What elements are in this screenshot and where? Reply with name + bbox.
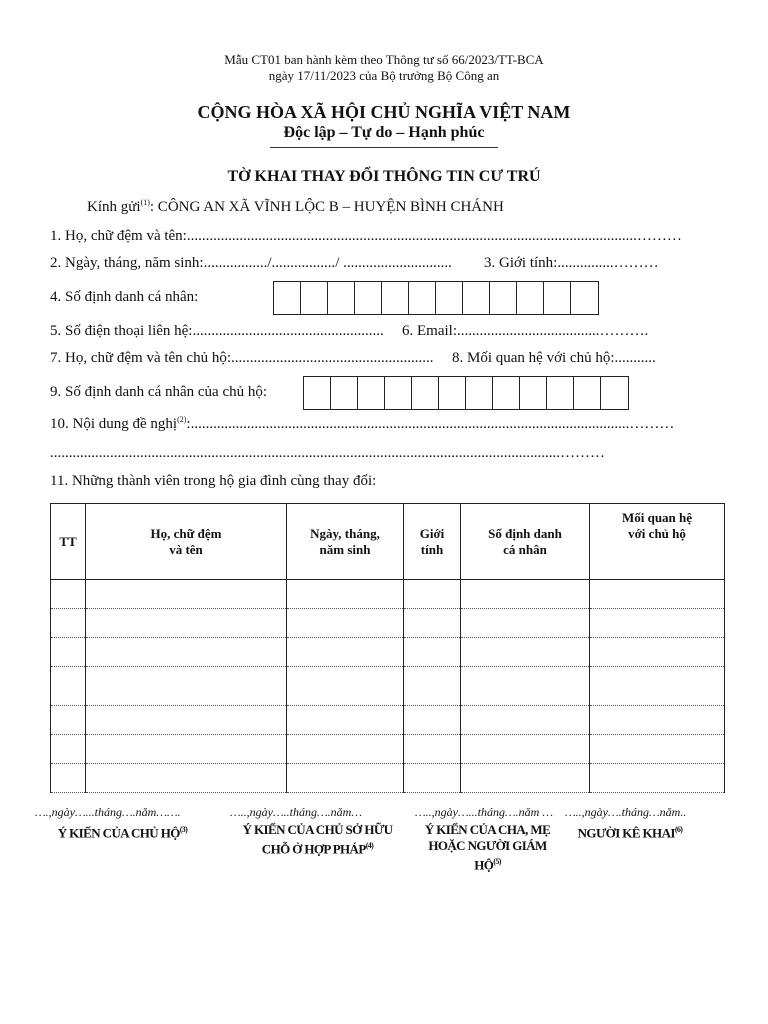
addressee-note: (1): [140, 198, 150, 207]
field-request-content-line2[interactable]: ........................................................................................................................................………: [50, 445, 605, 461]
table-cell[interactable]: [590, 735, 725, 764]
addressee-label: Kính gửi: [87, 199, 141, 215]
field-full-name[interactable]: 1. Họ, chữ đệm và tên:........................................................................................................................………: [50, 228, 682, 244]
col-header-name: [86, 504, 287, 580]
table-cell[interactable]: [461, 580, 590, 609]
id-digit-box[interactable]: [274, 282, 301, 314]
field-head-name[interactable]: 7. Họ, chữ đệm và tên chủ hộ:......................................................: [50, 350, 434, 366]
id-digit-box[interactable]: [493, 377, 520, 409]
table-cell[interactable]: [590, 764, 725, 793]
col-header-birth-text: Ngày, tháng, năm sinh: [310, 525, 380, 557]
field-head-id-label: 9. Số định danh cá nhân của chủ hộ:: [50, 384, 268, 400]
signature-title-text: Ý KIẾN CỦA CHỦ HỘ: [57, 825, 180, 841]
col-header-id: [461, 504, 590, 580]
id-digit-box[interactable]: [331, 377, 358, 409]
table-cell[interactable]: [287, 764, 404, 793]
request-label: 10. Nội dung đề nghị: [50, 416, 178, 432]
members-heading: 11. Những thành viên trong hộ gia đình cùng thay đổi:: [50, 473, 377, 489]
col-header-tt: [51, 504, 86, 580]
id-digit-box[interactable]: [409, 282, 436, 314]
signature-note: (5): [493, 857, 501, 866]
table-cell[interactable]: [404, 638, 461, 667]
field-personal-id-label: 4. Số định danh cá nhân:: [50, 289, 199, 305]
table-cell[interactable]: [51, 638, 86, 667]
table-cell[interactable]: [86, 638, 287, 667]
table-row: [51, 764, 725, 793]
table-header-row: [51, 504, 725, 580]
signature-title-text: Ý KIẾN CỦA CHA, MẸ HOẶC NGƯỜI GIÁM HỘ: [424, 822, 551, 873]
col-header-birth: [287, 504, 404, 580]
table-cell[interactable]: [287, 735, 404, 764]
table-cell[interactable]: [287, 638, 404, 667]
signature-title: [230, 822, 405, 857]
col-header-gender: [404, 504, 461, 580]
head-id-boxes[interactable]: [303, 376, 629, 410]
table-cell[interactable]: [287, 609, 404, 638]
table-cell[interactable]: [86, 609, 287, 638]
table-cell[interactable]: [404, 667, 461, 706]
table-cell[interactable]: [461, 667, 590, 706]
id-digit-box[interactable]: [517, 282, 544, 314]
col-header-relation-text: Mối quan hệ với chủ hộ: [621, 510, 693, 541]
id-digit-box[interactable]: [601, 377, 628, 409]
request-note: (2): [177, 415, 187, 424]
addressee-line: [87, 198, 504, 216]
table-row: [51, 706, 725, 735]
signature-title: [565, 822, 695, 841]
form-note-line1: Mẫu CT01 ban hành kèm theo Thông tư số 66/2023/TT-BCA: [224, 52, 544, 67]
personal-id-boxes[interactable]: [273, 281, 599, 315]
id-digit-box[interactable]: [385, 377, 412, 409]
table-cell[interactable]: [404, 706, 461, 735]
motto: Độc lập – Tự do – Hạnh phúc: [283, 124, 485, 141]
table-cell[interactable]: [51, 609, 86, 638]
form-note-line2: ngày 17/11/2023 của Bộ trưởng Bộ Công an: [268, 68, 500, 83]
signature-note: (6): [674, 825, 683, 834]
table-cell[interactable]: [590, 706, 725, 735]
field-relationship[interactable]: 8. Mối quan hệ với chủ hộ:...........: [452, 350, 656, 366]
col-header-id-text: Số định danh cá nhân: [488, 525, 562, 557]
field-gender[interactable]: 3. Giới tính:...............………: [484, 255, 659, 271]
motto-underline: [270, 147, 498, 148]
id-digit-box[interactable]: [412, 377, 439, 409]
table-cell[interactable]: [461, 609, 590, 638]
signature-date[interactable]: ….,ngày…...tháng….năm…….: [35, 805, 181, 819]
table-cell[interactable]: [590, 580, 725, 609]
signature-title: [415, 822, 560, 873]
signature-note: (4): [365, 841, 374, 850]
field-request-content[interactable]: [50, 415, 674, 433]
signature-date[interactable]: …..,ngày….tháng…năm..: [565, 805, 687, 819]
field-phone[interactable]: 5. Số điện thoại liên hệ:...................................................: [50, 323, 384, 339]
table-cell[interactable]: [404, 609, 461, 638]
field-email[interactable]: 6. Email:......................................……….: [402, 323, 649, 339]
table-cell[interactable]: [86, 667, 287, 706]
request-dots: :.....................................................................................................................………: [186, 416, 675, 432]
table-row: [51, 735, 725, 764]
signature-title: [35, 822, 210, 841]
id-digit-box[interactable]: [544, 282, 571, 314]
id-digit-box[interactable]: [436, 282, 463, 314]
signature-block-owner: [230, 805, 405, 857]
col-header-name-text: Họ, chữ đệm và tên: [150, 525, 222, 557]
signature-block-head: [35, 805, 210, 841]
table-cell[interactable]: [461, 638, 590, 667]
signature-title-text: NGƯỜI KÊ KHAI: [577, 825, 675, 841]
table-row: [51, 580, 725, 609]
table-cell[interactable]: [51, 764, 86, 793]
table-row: [51, 667, 725, 706]
id-digit-box[interactable]: [574, 377, 601, 409]
col-header-relation: [590, 504, 725, 580]
table-cell[interactable]: [86, 764, 287, 793]
table-cell[interactable]: [404, 764, 461, 793]
id-digit-box[interactable]: [466, 377, 493, 409]
table-cell[interactable]: [590, 638, 725, 667]
table-cell[interactable]: [51, 706, 86, 735]
id-digit-box[interactable]: [358, 377, 385, 409]
table-cell[interactable]: [287, 580, 404, 609]
nation-title: CỘNG HÒA XÃ HỘI CHỦ NGHĨA VIỆT NAM: [197, 102, 571, 122]
form-title: TỜ KHAI THAY ĐỔI THÔNG TIN CƯ TRÚ: [227, 168, 541, 185]
table-cell[interactable]: [461, 735, 590, 764]
id-digit-box[interactable]: [547, 377, 574, 409]
table-cell[interactable]: [86, 580, 287, 609]
id-digit-box[interactable]: [355, 282, 382, 314]
signature-note: (3): [179, 825, 188, 834]
id-digit-box[interactable]: [520, 377, 547, 409]
signature-block-guardian: [415, 805, 560, 873]
table-row: [51, 638, 725, 667]
table-cell[interactable]: [287, 667, 404, 706]
id-digit-box[interactable]: [328, 282, 355, 314]
table-cell[interactable]: [86, 706, 287, 735]
id-digit-box[interactable]: [571, 282, 598, 314]
signature-date[interactable]: …..,ngày…...tháng….năm …: [415, 805, 554, 819]
signature-date[interactable]: …..,ngày…..tháng….năm…: [230, 805, 363, 819]
id-digit-box[interactable]: [439, 377, 466, 409]
table-cell[interactable]: [404, 735, 461, 764]
table-cell[interactable]: [590, 609, 725, 638]
id-digit-box[interactable]: [382, 282, 409, 314]
id-digit-box[interactable]: [304, 377, 331, 409]
id-digit-box[interactable]: [301, 282, 328, 314]
id-digit-box[interactable]: [490, 282, 517, 314]
table-row: [51, 609, 725, 638]
id-digit-box[interactable]: [463, 282, 490, 314]
table-cell[interactable]: [461, 706, 590, 735]
signature-block-declarant: [565, 805, 695, 841]
table-cell[interactable]: [287, 706, 404, 735]
table-cell[interactable]: [51, 580, 86, 609]
members-table: [50, 503, 725, 793]
signature-title-text: Ý KIẾN CỦA CHỦ SỞ HỮU CHỖ Ở HỢP PHÁP: [242, 822, 393, 857]
col-header-tt-text: TT: [59, 533, 77, 549]
table-cell[interactable]: [461, 764, 590, 793]
table-cell[interactable]: [404, 580, 461, 609]
table-cell[interactable]: [51, 735, 86, 764]
table-cell[interactable]: [590, 667, 725, 706]
table-cell[interactable]: [86, 735, 287, 764]
field-birth-date[interactable]: 2. Ngày, tháng, năm sinh:................./................./ .............................: [50, 255, 452, 271]
addressee-value: : CÔNG AN XÃ VĨNH LỘC B – HUYỆN BÌNH CHÁNH: [149, 199, 504, 215]
col-header-gender-text: Giới tính: [419, 525, 445, 557]
table-cell[interactable]: [51, 667, 86, 706]
